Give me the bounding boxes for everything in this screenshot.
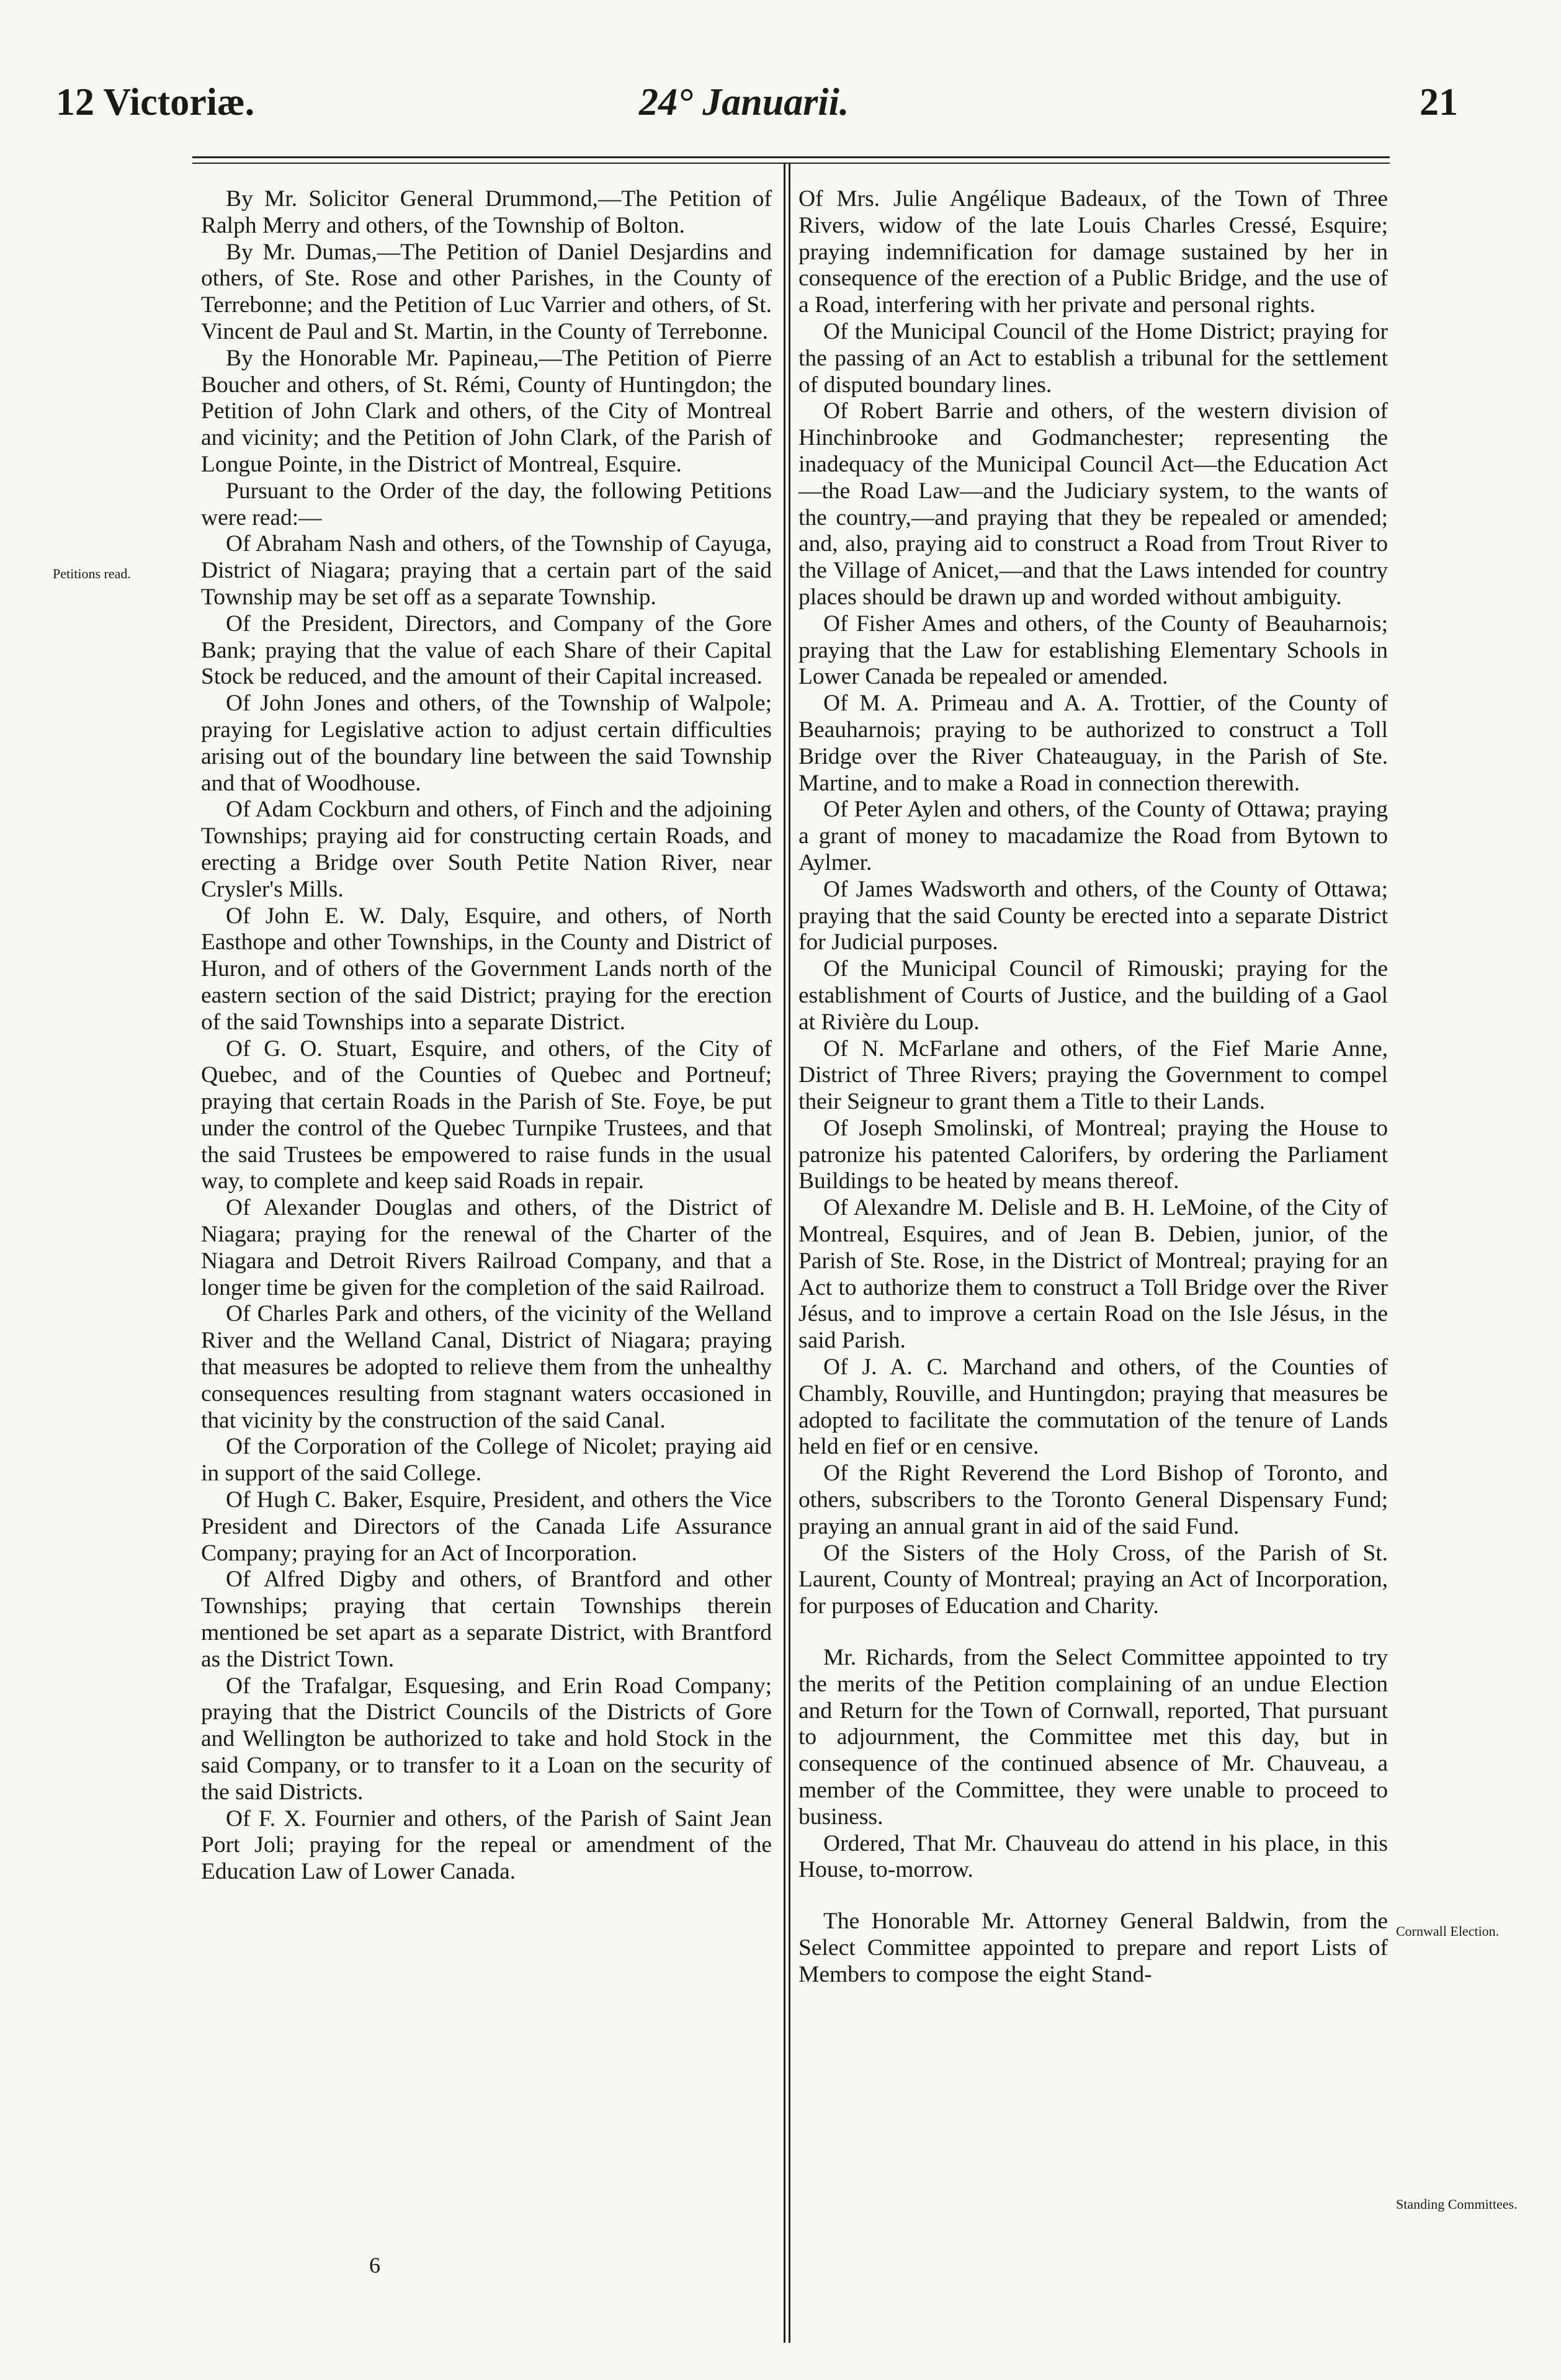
paragraph: Of John E. W. Daly, Esquire, and others, of North Easthope and other Townships, in the County and District of Huron, and of others of the Government Lands north of the eastern section of the said District; praying for the erection of the said Townships into a separate District.: [201, 903, 772, 1035]
paragraph: Of G. O. Stuart, Esquire, and others, of the City of Quebec, and of the Counties of Quebec and Portneuf; praying that certain Roads in the Parish of Ste. Foye, be put under the control of the Quebec Turnpike Trustees, and that the said Trustees be empowered to raise funds in the usual way, to complete and keep said Roads in repair.: [201, 1036, 772, 1194]
paragraph: Of M. A. Primeau and A. A. Trottier, of the County of Beauharnois; praying to be authorized to construct a Toll Bridge over the River Chateauguay, in the Parish of Ste. Martine, and to make a Road in connection therewith.: [798, 691, 1388, 796]
header-date: 24° Januarii.: [639, 81, 849, 123]
paragraph: Of James Wadsworth and others, of the County of Ottawa; praying that the said County be erected into a separate District for Judicial purposes.: [798, 876, 1388, 955]
paragraph: Of Joseph Smolinski, of Montreal; praying the House to patronize his patented Calorifers, by ordering the Parliament Buildings to be heated by means thereof.: [798, 1115, 1388, 1194]
paragraph: Of J. A. C. Marchand and others, of the Counties of Chambly, Rouville, and Huntingdon; praying that measures be adopted to facilitate the commutation of the tenure of Lands held en fief or en censive.: [798, 1354, 1388, 1460]
paragraph: Of the Right Reverend the Lord Bishop of Toronto, and others, subscribers to the Toronto General Dispensary Fund; praying an annual grant in aid of the said Fund.: [798, 1461, 1388, 1539]
paragraph: By Mr. Dumas,—The Petition of Daniel Desjardins and others, of Ste. Rose and other Parishes, in the County of Terrebonne; and the Petition of Luc Varrier and others, of St. Vincent de Paul and St. Martin, in the County of Terrebonne.: [201, 239, 772, 344]
paragraph: Of Peter Aylen and others, of the County of Ottawa; praying a grant of money to macadamize the Road from Bytown to Aylmer.: [798, 797, 1388, 875]
paragraph: Of Hugh C. Baker, Esquire, President, and others the Vice President and Directors of the Canada Life Assurance Company; praying for an Act of Incorporation.: [201, 1487, 772, 1566]
paragraph: Of the President, Directors, and Company of the Gore Bank; praying that the value of each Share of their Capital Stock be reduced, and the amount of their Capital increased.: [201, 611, 772, 690]
paragraph: Of F. X. Fournier and others, of the Parish of Saint Jean Port Joli; praying for the repeal or amendment of the Education Law of Lower Canada.: [201, 1805, 772, 1885]
paragraph: Of the Municipal Council of the Home District; praying for the passing of an Act to establish a tribunal for the settlement of disputed boundary lines.: [798, 318, 1388, 398]
signature-mark: 6: [369, 2253, 380, 2278]
paragraph: Of Adam Cockburn and others, of Finch and the adjoining Townships; praying aid for constructing certain Roads, and erecting a Bridge over South Petite Nation River, near Crysler's Mills.: [201, 797, 772, 902]
paragraph: Of the Trafalgar, Esquesing, and Erin Road Company; praying that the District Councils of the Districts of Gore and Wellington be authorized to take and hold Stock in the said Company, or to transfer to it a Loan on the security of the said Districts.: [201, 1673, 772, 1805]
left-column: [201, 186, 772, 1886]
paragraph: Ordered, That Mr. Chauveau do attend in his place, in this House, to-morrow.: [798, 1830, 1388, 1883]
paragraph: Of Mrs. Julie Angélique Badeaux, of the Town of Three Rivers, widow of the late Louis Charles Cressé, Esquire; praying indemnification for damage sustained by her in consequence of the erection of a Public Bridge, and the use of a Road, interfering with her private and personal rights.: [798, 186, 1388, 318]
margin-note-cornwall: Cornwall Election.: [1396, 1923, 1500, 1939]
header-rule-top: [192, 156, 1390, 158]
paragraph: Of Abraham Nash and others, of the Township of Cayuga, District of Niagara; praying that a certain part of the said Township may be set off as a separate Township.: [201, 531, 772, 610]
paragraph: Of Charles Park and others, of the vicinity of the Welland River and the Welland Canal, District of Niagara; praying that measures be adopted to relieve them from the unhealthy consequences resulting from stagnant waters occasioned in that vicinity by the construction of the said Canal.: [201, 1301, 772, 1433]
page-header: [56, 81, 1458, 149]
paragraph: Of Robert Barrie and others, of the western division of Hinchinbrooke and Godmanchester; representing the inadequacy of the Municipal Council Act—the Education Act—the Road Law—and the Judiciary system, to the wants of the country,—and praying that they be repealed or amended; and, also, praying aid to construct a Road from Trout River to the Village of Anicet,—and that the Laws intended for country places should be drawn up and worded without ambiguity.: [798, 398, 1388, 610]
paragraph: Of the Corporation of the College of Nicolet; praying aid in support of the said College.: [201, 1434, 772, 1487]
paragraph: Of Alexander Douglas and others, of the District of Niagara; praying for the renewal of the Charter of the Niagara and Detroit Rivers Railroad Company, and that a longer time be given for the completion of the said Railroad.: [201, 1195, 772, 1300]
paragraph: Of John Jones and others, of the Township of Walpole; praying for Legislative action to adjust certain difficulties arising out of the boundary line between the said Township and that of Woodhouse.: [201, 691, 772, 796]
page-number: 21: [1420, 81, 1458, 123]
header-rule-bottom: [192, 163, 1390, 164]
header-regnal-year: 12 Victoriæ.: [56, 81, 255, 123]
margin-note-petitions: Petitions read.: [53, 566, 131, 581]
paragraph: Of Alfred Digby and others, of Brantford and other Townships; praying that certain Townships therein mentioned be set apart as a separate District, with Brantford as the District Town.: [201, 1567, 772, 1672]
paragraph: By Mr. Solicitor General Drummond,—The Petition of Ralph Merry and others, of the Township of Bolton.: [201, 186, 772, 238]
column-divider-inner: [789, 163, 790, 2343]
margin-note-standing: Standing Committees.: [1396, 2196, 1518, 2212]
paragraph: Of the Municipal Council of Rimouski; praying for the establishment of Courts of Justice, and the building of a Gaol at Rivière du Loup.: [798, 956, 1388, 1035]
column-divider: [784, 163, 785, 2343]
paragraph: Of N. McFarlane and others, of the Fief Marie Anne, District of Three Rivers; praying the Government to compel their Seigneur to grant them a Title to their Lands.: [798, 1036, 1388, 1115]
paragraph: Pursuant to the Order of the day, the following Petitions were read:—: [201, 478, 772, 530]
paragraph: Mr. Richards, from the Select Committee appointed to try the merits of the Petition complaining of an undue Election and Return for the Town of Cornwall, reported, That pursuant to adjournment, the Committee met this day, but in consequence of the continued absence of Mr. Chauveau, a member of the Committee, they were unable to proceed to business.: [798, 1645, 1388, 1830]
paragraph: Of Fisher Ames and others, of the County of Beauharnois; praying that the Law for establishing Elementary Schools in Lower Canada be repealed or amended.: [798, 611, 1388, 690]
paragraph: By the Honorable Mr. Papineau,—The Petition of Pierre Boucher and others, of St. Rémi, County of Huntingdon; the Petition of John Clark and others, of the City of Montreal and vicinity; and the Petition of John Clark, of the Parish of Longue Pointe, in the District of Montreal, Esquire.: [201, 345, 772, 477]
right-column: [798, 186, 1388, 1989]
paragraph: The Honorable Mr. Attorney General Baldwin, from the Select Committee appointed to prepare and report Lists of Members to compose the eight Stand-: [798, 1908, 1388, 1987]
paragraph: Of the Sisters of the Holy Cross, of the Parish of St. Laurent, County of Montreal; praying an Act of Incorporation, for purposes of Education and Charity.: [798, 1540, 1388, 1619]
paragraph: Of Alexandre M. Delisle and B. H. LeMoine, of the City of Montreal, Esquires, and of Jean B. Debien, junior, of the Parish of Ste. Rose, in the District of Montreal; praying for an Act to authorize them to construct a Toll Bridge over the River Jésus, and to improve a certain Road on the Isle Jésus, in the said Parish.: [798, 1195, 1388, 1354]
